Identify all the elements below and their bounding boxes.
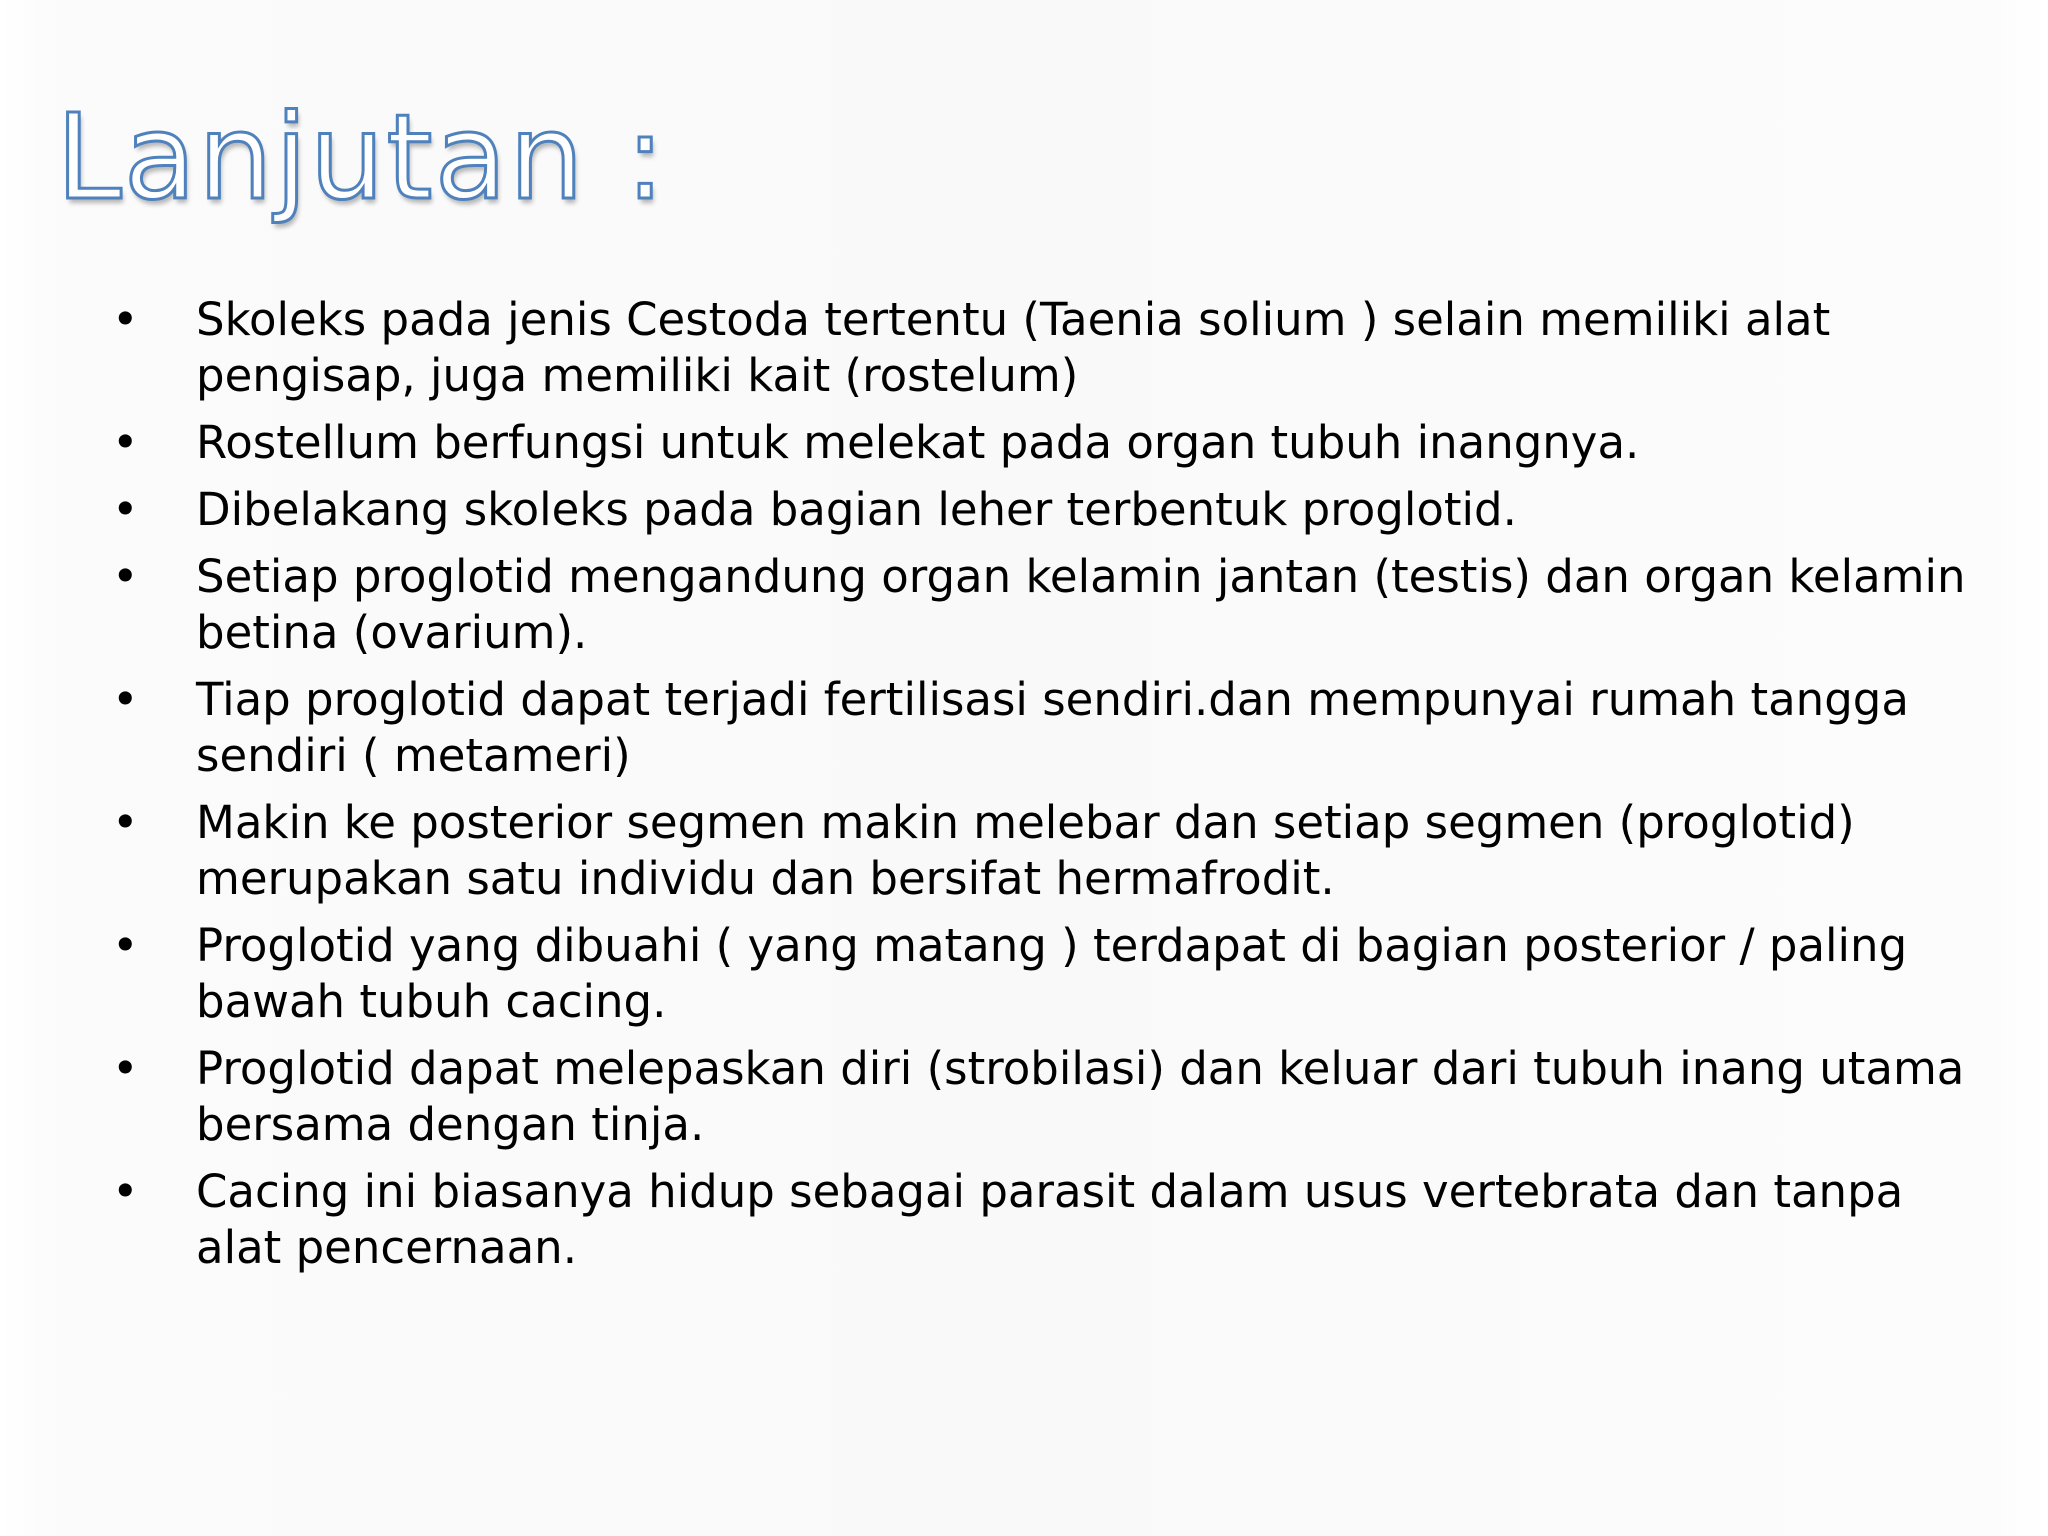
bullet-text: Cacing ini biasanya hidup sebagai parasit dalam usus vertebrata dan tanpa alat pencernaan. [196,1165,1904,1274]
bullet-icon: • [112,1165,139,1218]
bullet-text: Rostellum berfungsi untuk melekat pada organ tubuh inangnya. [196,416,1640,469]
bullet-text: Makin ke posterior segmen makin melebar dan setiap segmen (proglotid) merupakan satu individu dan bersifat hermafrodit. [196,796,1855,905]
bullet-item [108,795,1988,907]
bullet-text: Proglotid dapat melepaskan diri (strobilasi) dan keluar dari tubuh inang utama bersama dengan tinja. [196,1042,1965,1151]
bullet-icon: • [112,919,139,972]
bullet-icon: • [112,1042,139,1095]
bullet-item [108,549,1988,661]
bullet-text: Dibelakang skoleks pada bagian leher terbentuk proglotid. [196,483,1517,536]
bullet-text: Proglotid yang dibuahi ( yang matang ) terdapat di bagian posterior / paling bawah tubuh cacing. [196,919,1908,1028]
bullet-item [108,1164,1988,1276]
bullet-item [108,292,1988,404]
bullet-icon: • [112,673,139,726]
bullet-icon: • [112,550,139,603]
bullet-text: Tiap proglotid dapat terjadi fertilisasi sendiri.dan mempunyai rumah tangga sendiri ( metameri) [196,673,1909,782]
bullet-icon: • [112,416,139,469]
bullet-item [108,482,1988,538]
bullet-list [108,292,1988,1287]
bullet-icon: • [112,483,139,536]
bullet-icon: • [112,796,139,849]
bullet-item [108,918,1988,1030]
bullet-text: Setiap proglotid mengandung organ kelamin jantan (testis) dan organ kelamin betina (ovarium). [196,550,1966,659]
bullet-icon: • [112,293,139,346]
bullet-item [108,1041,1988,1153]
bullet-item [108,672,1988,784]
bullet-text: Skoleks pada jenis Cestoda tertentu (Taenia solium ) selain memiliki alat pengisap, juga memiliki kait (rostelum) [196,293,1831,402]
bullet-item [108,415,1988,471]
slide-title: Lanjutan : [56,88,668,226]
